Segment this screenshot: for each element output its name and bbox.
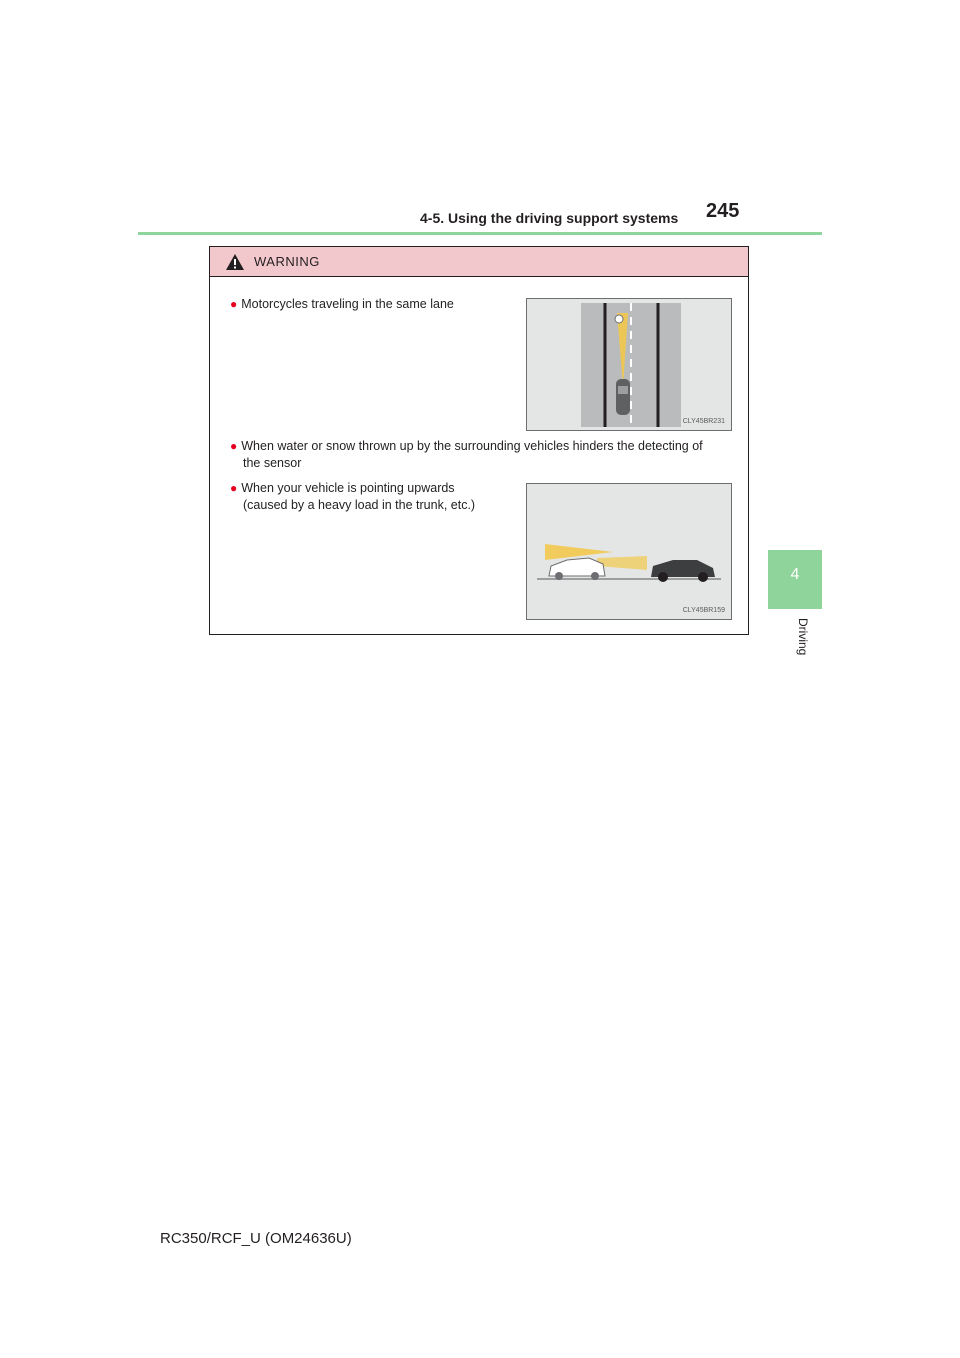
list-item-text: Motorcycles traveling in the same lane	[241, 297, 454, 311]
figure-code: CLY45BR231	[682, 418, 725, 425]
section-title: 4-5. Using the driving support systems	[420, 210, 679, 226]
vehicle-tilt-figure	[527, 484, 731, 619]
warning-title: WARNING	[254, 254, 320, 269]
warning-triangle-icon	[225, 253, 245, 271]
list-item	[230, 480, 520, 514]
list-item	[230, 438, 750, 472]
vehicle-pointing-upward-illustration	[526, 483, 732, 620]
motorcycle-lane-figure	[527, 299, 731, 430]
list-item	[230, 296, 520, 313]
page-number: 245	[706, 200, 740, 222]
list-item-text: When water or snow thrown up by the surrounding vehicles hinders the detecting of	[241, 439, 703, 453]
list-item-text-continued: the sensor	[243, 456, 302, 470]
chapter-label: Driving	[796, 618, 810, 656]
bullet-icon: ●	[230, 297, 238, 311]
list-item-text-continued: (caused by a heavy load in the trunk, etc.)	[243, 498, 476, 512]
figure-code: CLY45BR159	[682, 607, 725, 614]
warning-box	[209, 246, 749, 635]
chapter-number: 4	[790, 566, 800, 583]
motorcycle-lane-illustration	[526, 298, 732, 431]
bullet-icon: ●	[230, 481, 238, 495]
header-divider	[138, 232, 822, 235]
list-item-text: When your vehicle is pointing upwards	[241, 481, 455, 495]
warning-header	[210, 247, 748, 277]
model-code: RC350/RCF_U (OM24636U)	[160, 1230, 352, 1247]
bullet-icon: ●	[230, 439, 238, 453]
